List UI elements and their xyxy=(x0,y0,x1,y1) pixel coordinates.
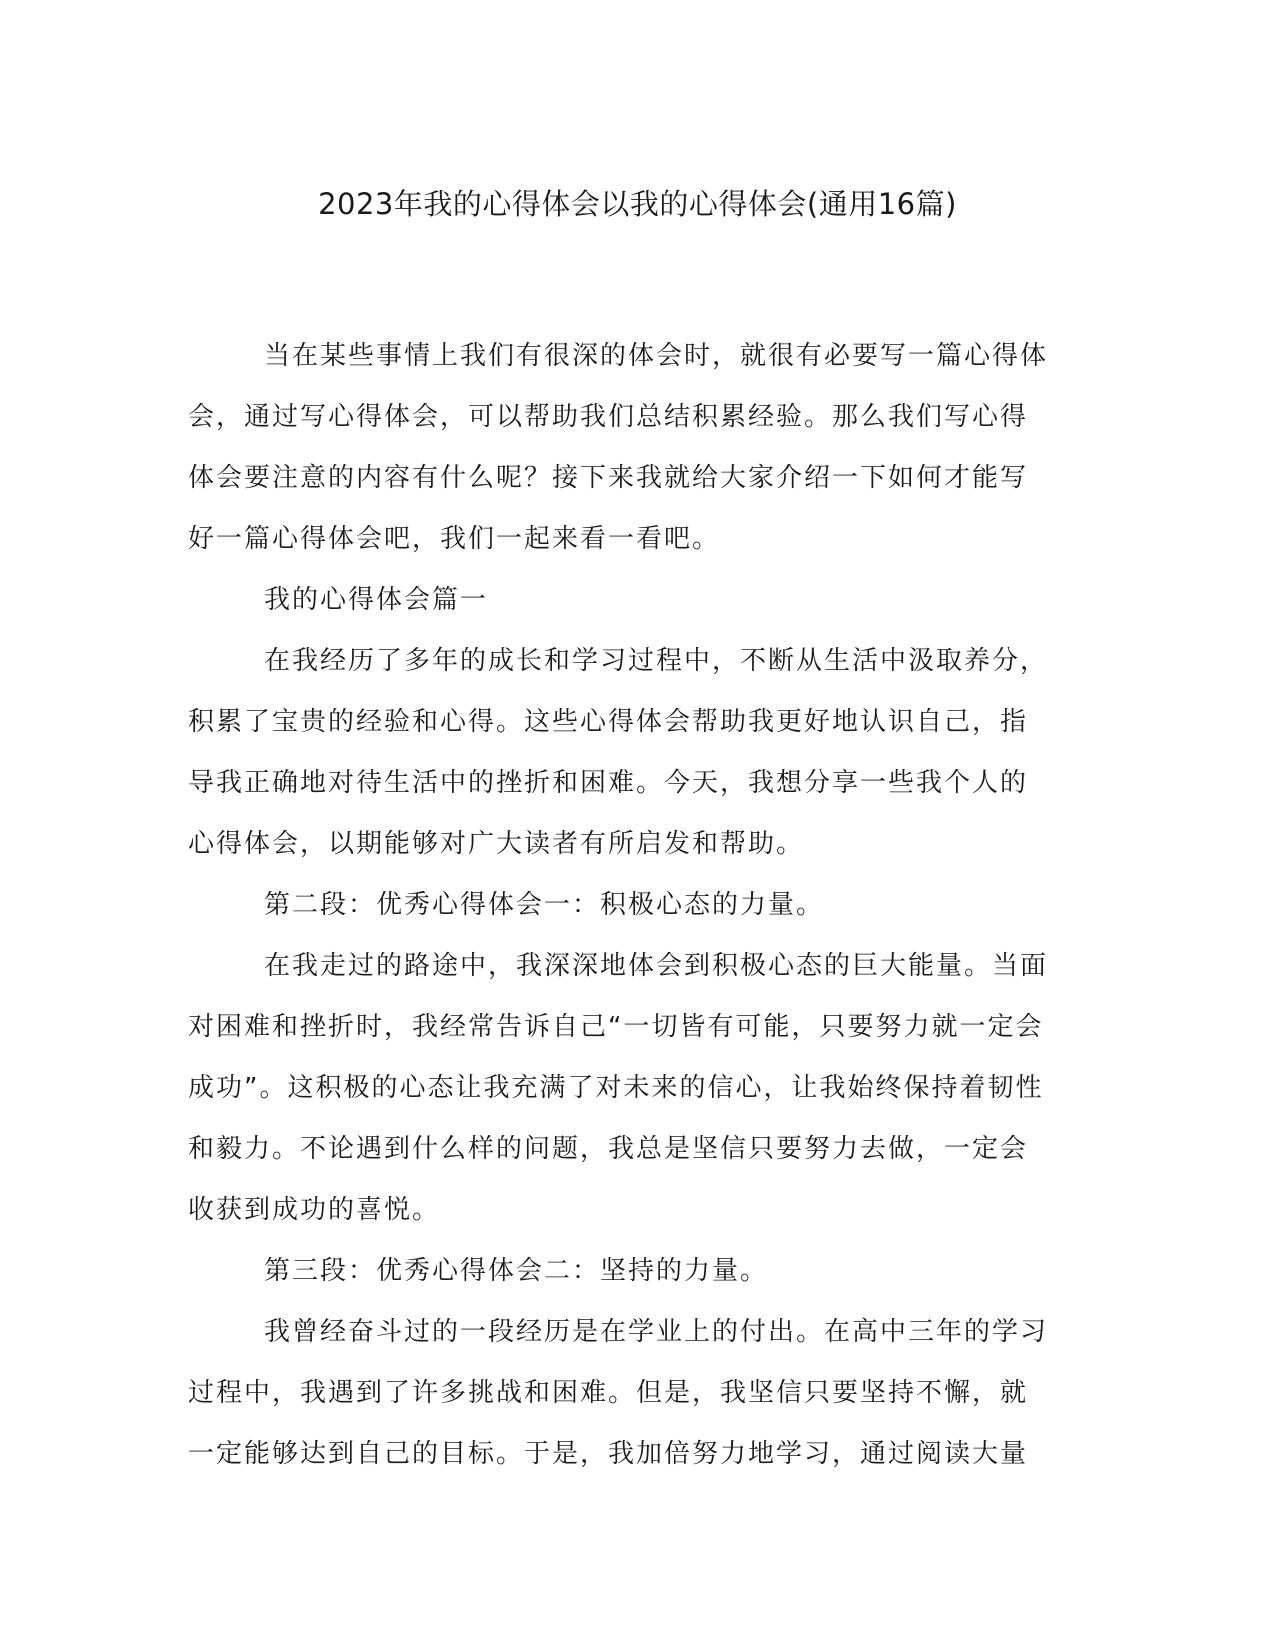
text-line: 导我正确地对待生活中的挫折和困难。今天，我想分享一些我个人的 xyxy=(188,768,1029,798)
text-line: 成功”。这积极的心态让我充满了对未来的信心，让我始终保持着韧性 xyxy=(188,1073,1044,1103)
text-line: 当在某些事情上我们有很深的体会时，就很有必要写一篇心得体 xyxy=(264,341,1049,371)
document-title: 2023年我的心得体会以我的心得体会(通用16篇) xyxy=(318,187,957,221)
text-line: 会，通过写心得体会，可以帮助我们总结积累经验。那么我们写心得 xyxy=(188,402,1029,432)
text-line: 收获到成功的喜悦。 xyxy=(188,1195,441,1225)
text-line: 对困难和挫折时，我经常告诉自己“一切皆有可能，只要努力就一定会 xyxy=(188,1012,1044,1042)
text-line: 和毅力。不论遇到什么样的问题，我总是坚信只要努力去做，一定会 xyxy=(188,1134,1029,1164)
text-line: 我曾经奋斗过的一段经历是在学业上的付出。在高中三年的学习 xyxy=(264,1317,1049,1347)
text-line: 积累了宝贵的经验和心得。这些心得体会帮助我更好地认识自己，指 xyxy=(188,707,1029,737)
section-heading: 第二段：优秀心得体会一：积极心态的力量。 xyxy=(264,890,825,920)
text-line: 体会要注意的内容有什么呢？接下来我就给大家介绍一下如何才能写 xyxy=(188,463,1029,493)
text-line: 一定能够达到自己的目标。于是，我加倍努力地学习，通过阅读大量 xyxy=(188,1439,1029,1469)
text-line: 心得体会，以期能够对广大读者有所启发和帮助。 xyxy=(188,829,805,859)
section-heading: 第三段：优秀心得体会二：坚持的力量。 xyxy=(264,1256,769,1286)
text-line: 在我经历了多年的成长和学习过程中，不断从生活中汲取养分， xyxy=(264,646,1049,676)
text-line: 好一篇心得体会吧，我们一起来看一看吧。 xyxy=(188,524,721,554)
text-line: 在我走过的路途中，我深深地体会到积极心态的巨大能量。当面 xyxy=(264,951,1049,981)
document-body xyxy=(188,326,1068,1485)
section-heading: 我的心得体会篇一 xyxy=(264,585,489,615)
text-line: 过程中，我遇到了许多挑战和困难。但是，我坚信只要坚持不懈，就 xyxy=(188,1378,1029,1408)
